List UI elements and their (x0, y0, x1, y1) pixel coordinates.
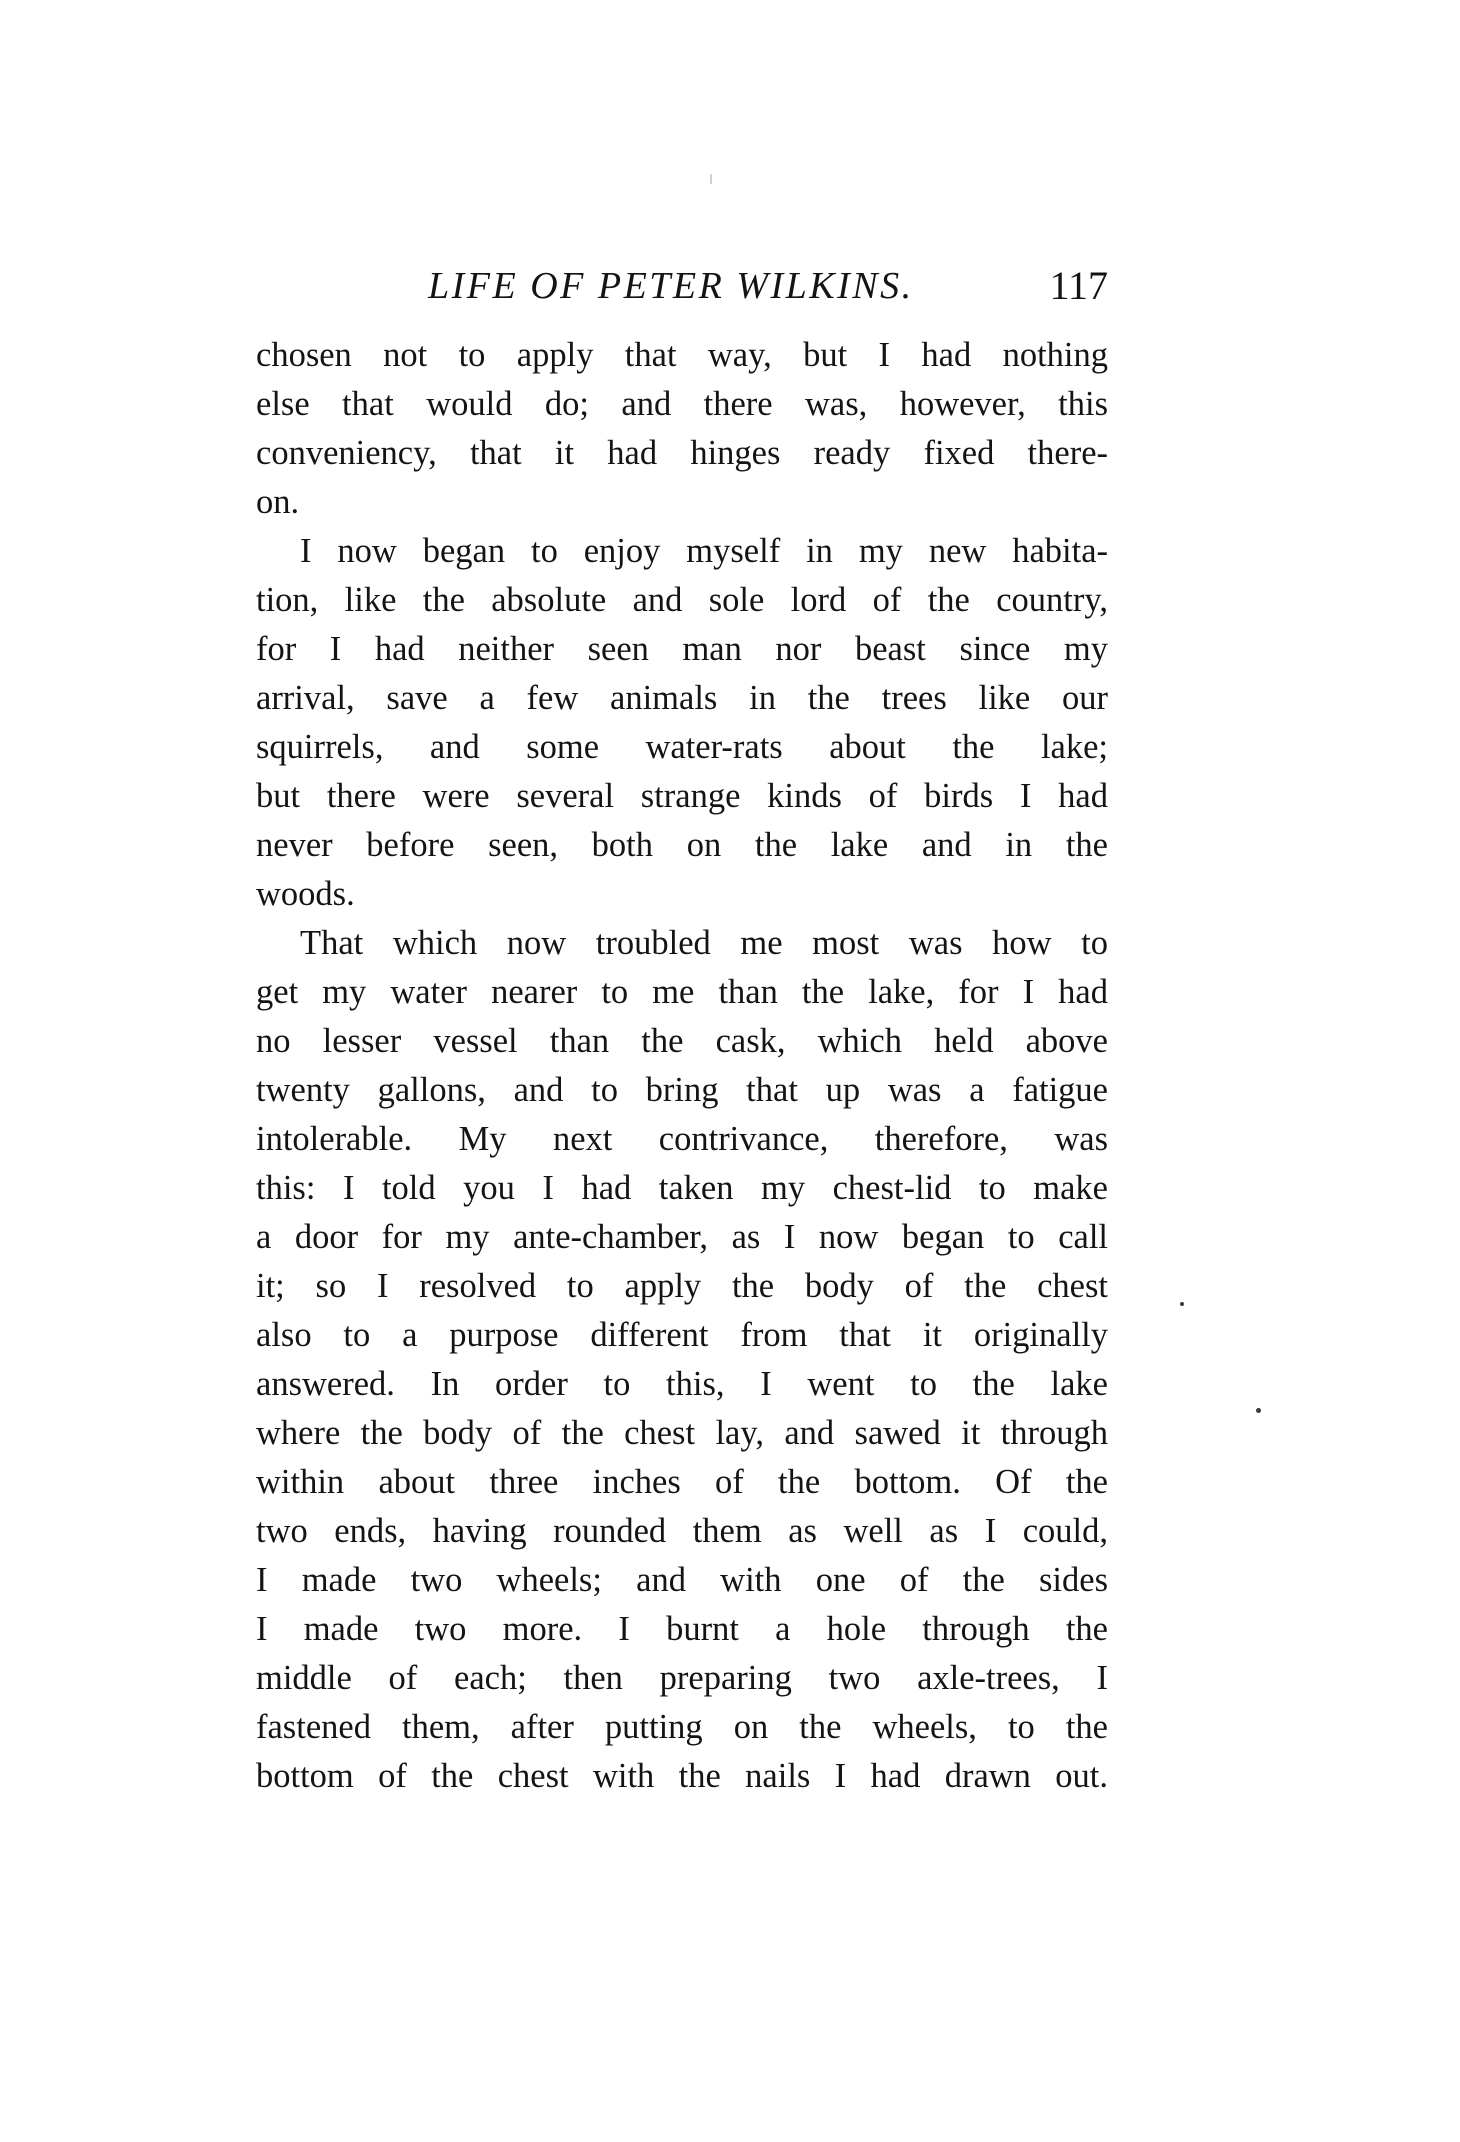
text-line: get my water nearer to me than the lake, for I had (256, 973, 1108, 1011)
text-line: where the body of the chest lay, and sawed it through (256, 1414, 1108, 1452)
text-line: no lesser vessel than the cask, which held above (256, 1022, 1108, 1060)
text-line: chosen not to apply that way, but I had nothing (256, 336, 1108, 374)
text-line: twenty gallons, and to bring that up was a fatigue (256, 1071, 1108, 1109)
paragraph (256, 919, 1108, 1801)
text-line: intolerable. My next contrivance, therefore, was (256, 1120, 1108, 1158)
text-line: bottom of the chest with the nails I had drawn out. (256, 1757, 1108, 1795)
text-line: never before seen, both on the lake and in the (256, 826, 1108, 864)
text-line: I now began to enjoy myself in my new habita- (300, 532, 1108, 570)
scan-speck (1256, 1408, 1261, 1413)
text-line: also to a purpose different from that it originally (256, 1316, 1108, 1354)
text-line: arrival, save a few animals in the trees like our (256, 679, 1108, 717)
paragraph (256, 527, 1108, 919)
text-line: I made two more. I burnt a hole through the (256, 1610, 1108, 1648)
text-line: I made two wheels; and with one of the sides (256, 1561, 1108, 1599)
scan-speck (1180, 1302, 1184, 1306)
page-header (256, 256, 1108, 316)
text-line: middle of each; then preparing two axle-trees, I (256, 1659, 1108, 1697)
text-line: two ends, having rounded them as well as I could, (256, 1512, 1108, 1550)
text-line: That which now troubled me most was how to (300, 924, 1108, 962)
scan-speck (710, 174, 712, 184)
text-line: it; so I resolved to apply the body of the chest (256, 1267, 1108, 1305)
text-line: squirrels, and some water-rats about the lake; (256, 728, 1108, 766)
paragraph (256, 331, 1108, 527)
text-line: but there were several strange kinds of birds I had (256, 777, 1108, 815)
text-line: tion, like the absolute and sole lord of the country, (256, 581, 1108, 619)
text-line: a door for my ante-chamber, as I now began to call (256, 1218, 1108, 1256)
text-line: for I had neither seen man nor beast since my (256, 630, 1108, 668)
text-line: on. (256, 483, 300, 521)
text-line: this: I told you I had taken my chest-lid to make (256, 1169, 1108, 1207)
text-line: answered. In order to this, I went to the lake (256, 1365, 1108, 1403)
page-number: 117 (1049, 263, 1108, 308)
text-line: else that would do; and there was, however, this (256, 385, 1108, 423)
text-line: within about three inches of the bottom. Of the (256, 1463, 1108, 1501)
text-line: woods. (256, 875, 355, 913)
text-line: fastened them, after putting on the wheels, to the (256, 1708, 1108, 1746)
running-title: LIFE OF PETER WILKINS. (428, 265, 914, 307)
body-text (256, 331, 1108, 1801)
text-line: conveniency, that it had hinges ready fixed there- (256, 434, 1108, 472)
